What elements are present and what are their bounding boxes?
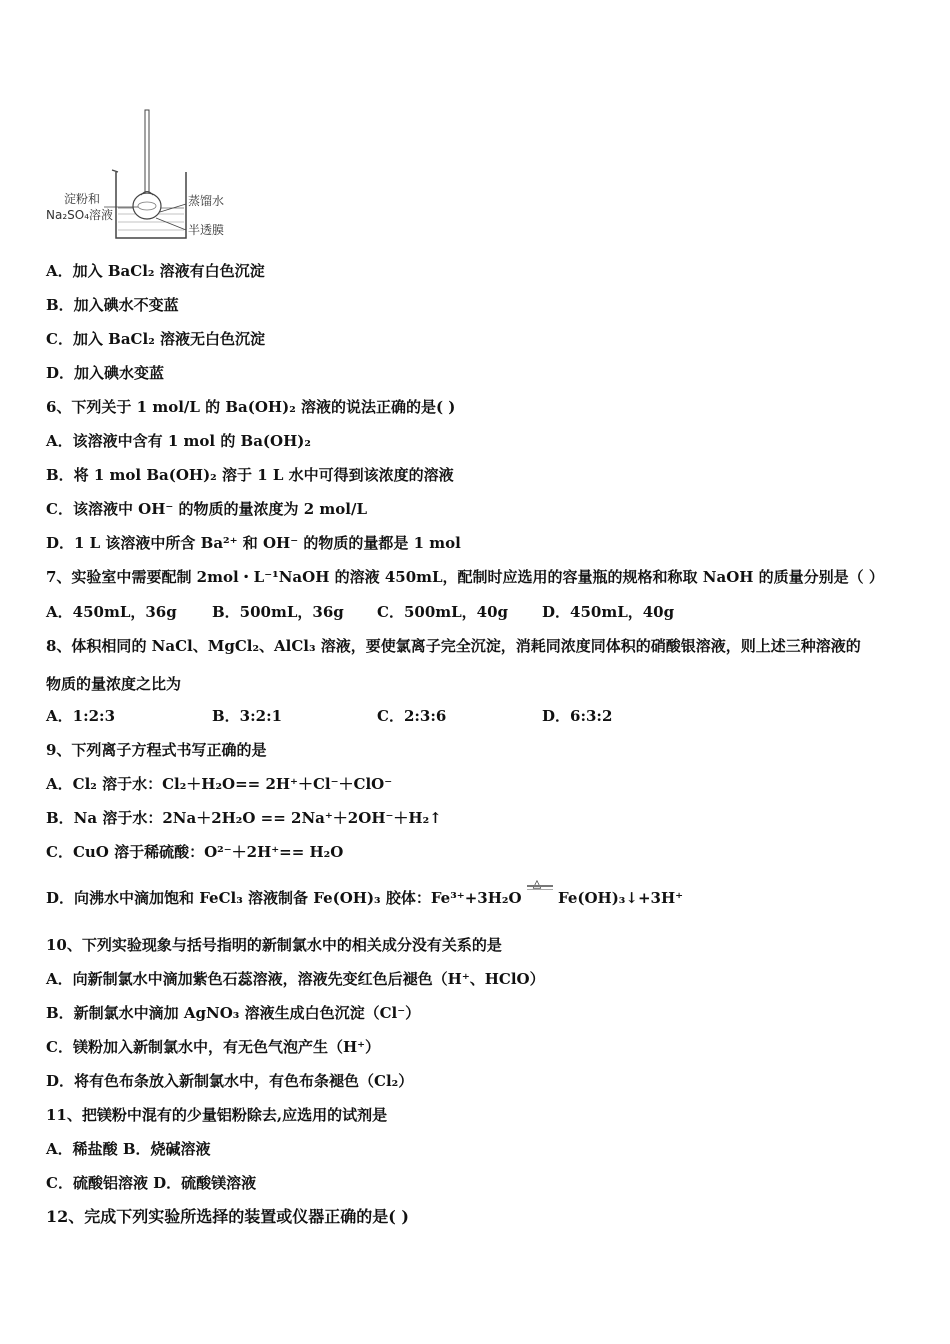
q8-options	[46, 706, 612, 726]
q6-option-d: D．1 L 该溶液中所含 Ba²⁺ 和 OH⁻ 的物质的量都是 1 mol	[46, 534, 461, 552]
diagram-label-water: 蒸馏水	[188, 194, 225, 208]
diagram-label-solution: Na₂SO₄溶液	[46, 208, 114, 222]
q9-option-d-products: Fe(OH)₃↓+3H⁺	[558, 889, 684, 907]
q7-option-b: B．500mL，36g	[212, 603, 344, 621]
q5-option-b: B．加入碘水不变蓝	[46, 296, 179, 314]
q8-stem-line1: 8、体积相同的 NaCl、MgCl₂、AlCl₃ 溶液，要使氯离子完全沉淀，消耗同浓度同体积的硝酸银溶液，则上述三种溶液的	[46, 637, 861, 655]
q10-option-d: D．将有色布条放入新制氯水中，有色布条褪色（Cl₂）	[46, 1072, 414, 1090]
q10-option-a: A．向新制氯水中滴加紫色石蕊溶液，溶液先变红色后褪色（H⁺、HClO）	[46, 970, 545, 988]
q7-option-a: A．450mL，36g	[46, 603, 177, 621]
heat-triangle-icon: △	[532, 877, 542, 890]
q9-option-d	[46, 877, 684, 908]
dialysis-apparatus-diagram	[44, 108, 244, 248]
q8-option-b: B．3:2:1	[212, 707, 283, 725]
q6-option-b: B．将 1 mol Ba(OH)₂ 溶于 1 L 水中可得到该浓度的溶液	[46, 466, 454, 484]
q12-stem: 12、完成下列实验所选择的装置或仪器正确的是( )	[46, 1207, 409, 1226]
q8-stem-line2: 物质的量浓度之比为	[46, 675, 182, 693]
q11-stem: 11、把镁粉中混有的少量铝粉除去,应选用的试剂是	[46, 1106, 388, 1124]
diagram-label-membrane: 半透膜	[188, 223, 225, 237]
q9-option-a: A．Cl₂ 溶于水：Cl₂＋H₂O== 2H⁺＋Cl⁻＋ClO⁻	[46, 775, 393, 793]
q6-option-c: C．该溶液中 OH⁻ 的物质的量浓度为 2 mol/L	[46, 500, 368, 518]
heating-arrow	[527, 877, 553, 908]
q7-option-c: C．500mL，40g	[377, 603, 509, 621]
q6-option-a: A．该溶液中含有 1 mol 的 Ba(OH)₂	[46, 432, 311, 450]
q7-option-d: D．450mL，40g	[542, 603, 675, 621]
q7-options	[46, 602, 674, 622]
q5-option-d: D．加入碘水变蓝	[46, 364, 165, 382]
q10-option-c: C．镁粉加入新制氯水中，有无色气泡产生（H⁺）	[46, 1038, 381, 1056]
q10-option-b: B．新制氯水中滴加 AgNO₃ 溶液生成白色沉淀（Cl⁻）	[46, 1004, 421, 1022]
q11-options-ab: A．稀盐酸 B．烧碱溶液	[46, 1140, 211, 1158]
q7-stem: 7、实验室中需要配制 2mol・L⁻¹NaOH 的溶液 450mL，配制时应选用的容量瓶的规格和称取 NaOH 的质量分别是（ ）	[46, 568, 884, 586]
diagram-label-starch: 淀粉和	[64, 192, 101, 206]
q10-stem: 10、下列实验现象与括号指明的新制氯水中的相关成分没有关系的是	[46, 936, 502, 954]
q6-stem: 6、下列关于 1 mol/L 的 Ba(OH)₂ 溶液的说法正确的是( )	[46, 398, 456, 416]
q8-option-c: C．2:3:6	[377, 707, 447, 725]
q8-option-d: D．6:3:2	[542, 707, 613, 725]
q11-options-cd: C．硫酸铝溶液 D．硫酸镁溶液	[46, 1174, 257, 1192]
q9-option-d-reactants: D．向沸水中滴加饱和 FeCl₃ 溶液制备 Fe(OH)₃ 胶体：Fe³⁺+3H₂O	[46, 889, 522, 907]
q5-option-c: C．加入 BaCl₂ 溶液无白色沉淀	[46, 330, 265, 348]
q9-stem: 9、下列离子方程式书写正确的是	[46, 741, 267, 759]
q9-option-c: C．CuO 溶于稀硫酸：O²⁻＋2H⁺== H₂O	[46, 843, 344, 861]
q9-option-b: B．Na 溶于水：2Na＋2H₂O == 2Na⁺＋2OH⁻＋H₂↑	[46, 809, 442, 827]
q5-option-a: A．加入 BaCl₂ 溶液有白色沉淀	[46, 262, 265, 280]
q8-option-a: A．1:2:3	[46, 707, 116, 725]
